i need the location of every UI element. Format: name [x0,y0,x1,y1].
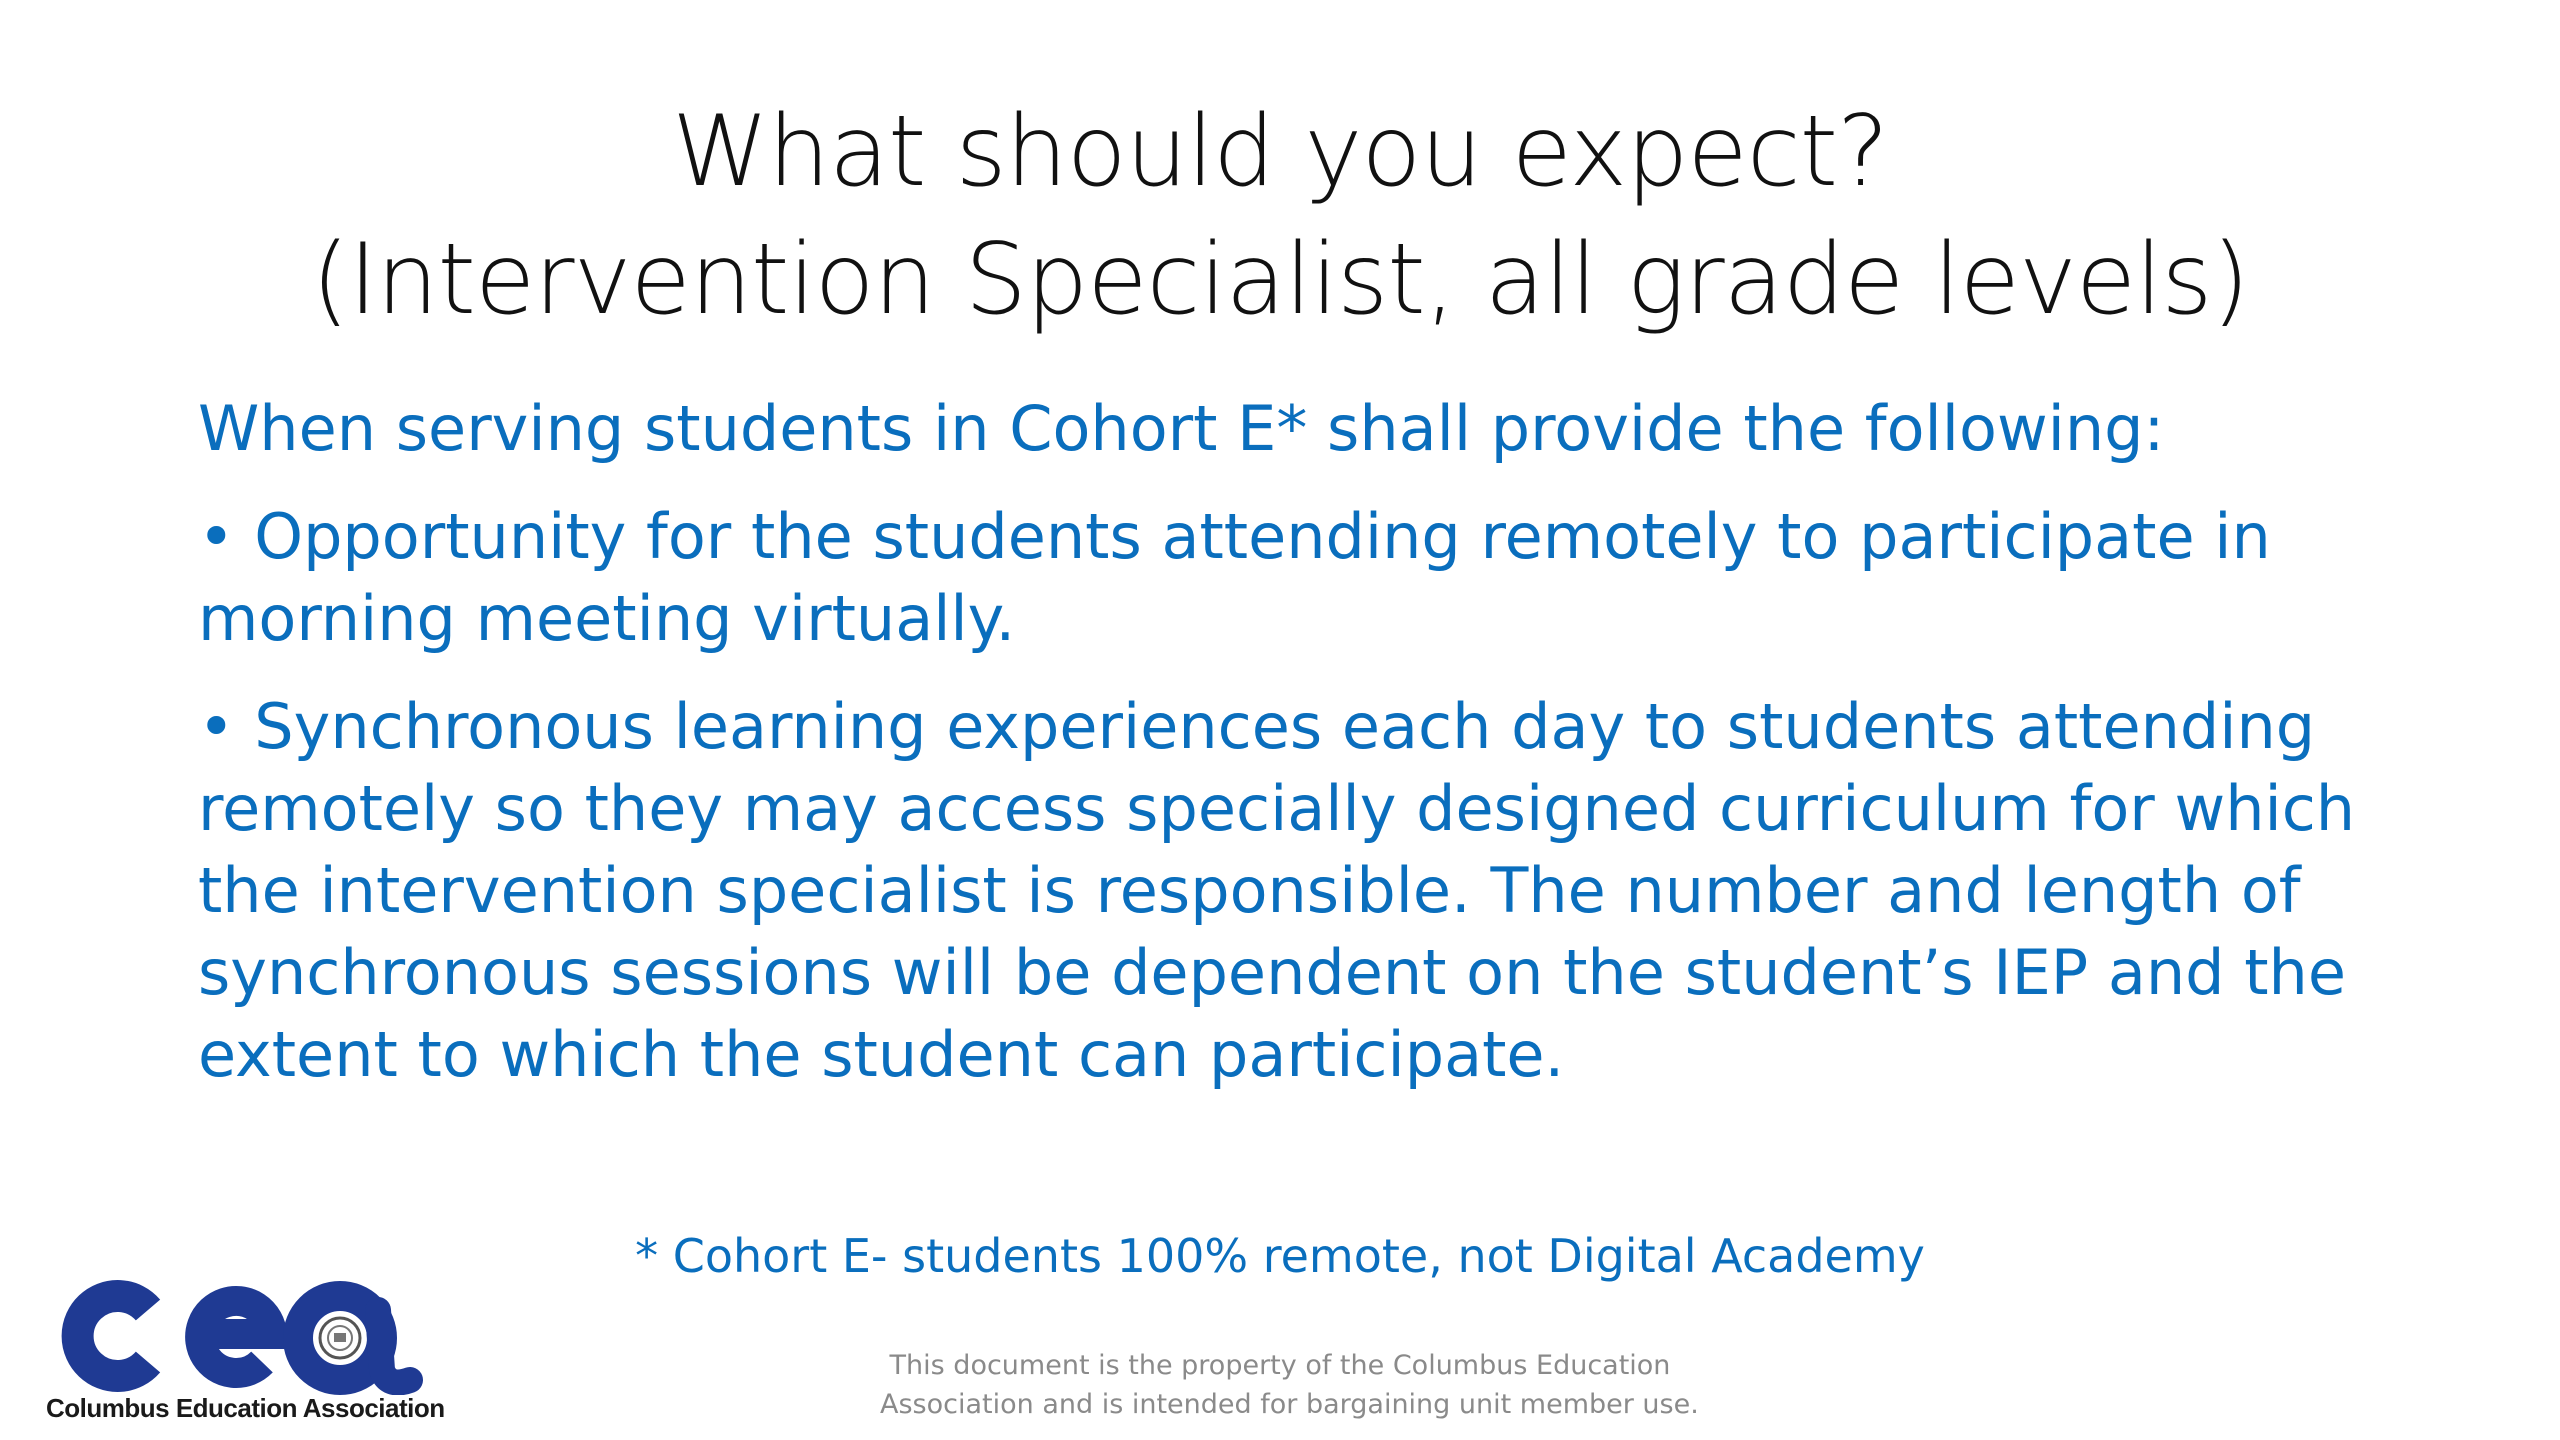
title-line-2: (Intervention Specialist, all grade levels) [311,223,2249,337]
disclaimer-line-2: Association and is intended for bargaining unit member use. [880,1389,1699,1420]
title-line-1: What should you expect? [671,95,1889,209]
slide-title [0,88,2560,344]
bullet-item-1: • Opportunity for the students attending remotely to participate in morning meeting virtually. [198,500,2271,655]
cea-logo-icon [40,1270,460,1395]
disclaimer [880,1346,1699,1424]
intro-text: When serving students in Cohort E* shall provide the following: [198,392,2165,465]
disclaimer-line-1: This document is the property of the Columbus Education [889,1350,1671,1381]
logo-caption: Columbus Education Association [46,1393,445,1423]
slide-content [198,388,2378,1122]
bullet-item-2: • Synchronous learning experiences each day to students attending remotely so they may access specially designed curriculum for which the intervention specialist is responsible. The number and length of synchronous sessions will be dependent on the student’s IEP and the extent to which the student can participate. [198,690,2356,1091]
footnote: * Cohort E- students 100% remote, not Digital Academy [635,1229,1925,1283]
